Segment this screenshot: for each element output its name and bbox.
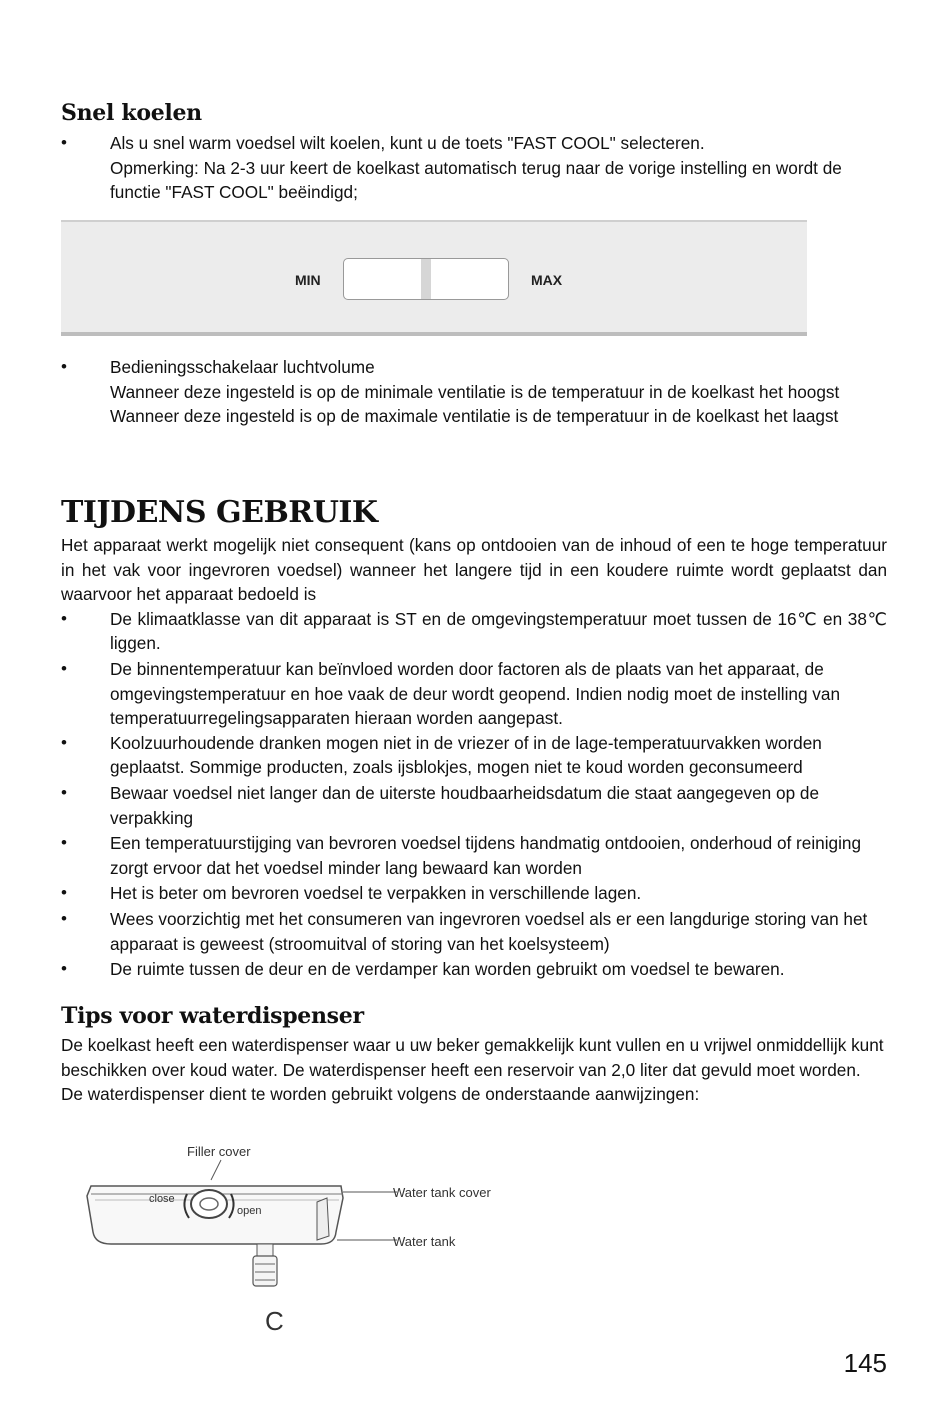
tips-body: De koelkast heeft een waterdispenser waar u uw beker gemakkelijk kunt vullen en u vrijwel onmiddellijk kunt beschikken over koud water. De waterdispenser heeft een reservoir van 2,0 liter dat gevuld moet worden. De waterdispenser dient te worden gebruikt volgens de onderstaande aanwijzingen: (61, 1035, 884, 1105)
air-volume-title: • Bedieningsschakelaar luchtvolume (110, 357, 375, 377)
water-tank-label: Water tank (393, 1234, 456, 1249)
air-volume-max-note: Wanneer deze ingesteld is op de maximale ventilatie is de temperatuur in de koelkast het laagst (110, 406, 839, 427)
bullet-air-volume (61, 355, 887, 429)
water-tank-cover-label: Water tank cover (393, 1185, 491, 1200)
heading-tips-waterdispenser: Tips voor waterdispenser (61, 1003, 364, 1029)
min-label: MIN (295, 272, 321, 288)
bullet-temperature-rise: • Een temperatuurstijging van bevroren voedsel tijdens handmatig ontdooien, onderhoud of reiniging zorgt ervoor dat het voedsel minder lang bewaard kan worden (61, 831, 887, 880)
open-label: open (237, 1205, 262, 1217)
fast-cool-text: • Als u snel warm voedsel wilt koelen, kunt u de toets "FAST COOL" selecteren. (110, 133, 705, 153)
bullet-inner-temperature: • De binnentemperatuur kan beïnvloed worden door factoren als de plaats van het apparaat, de omgevingstemperatuur en hoe vaak de deur wordt geopend. Indien nodig moet de instelling van temperatuurregelingsapparaten hieraan worden aangepast. (61, 657, 887, 731)
valve-body (253, 1256, 277, 1286)
tijdens-gebruik-section (61, 533, 887, 982)
bullet-layers: • Het is beter om bevroren voedsel te verpakken in verschillende lagen. (61, 881, 887, 906)
page-number: 145 (843, 1348, 887, 1378)
filler-cover-leader (211, 1160, 221, 1180)
close-label: close (149, 1193, 175, 1205)
valve-neck (257, 1244, 273, 1256)
fast-cool-note: Opmerking: Na 2-3 uur keert de koelkast automatisch terug naar de vorige instelling en wordt de functie "FAST COOL" beëindigd; (110, 157, 842, 203)
bullet-fast-cool (61, 131, 887, 205)
max-label: MAX (531, 272, 563, 288)
snel-koelen-bullet (61, 131, 887, 205)
heading-tijdens-gebruik: TIJDENS GEBRUIK (61, 495, 378, 530)
bullet-outage: • Wees voorzichtig met het consumeren van ingevroren voedsel als er een langdurige storing van het apparaat is geweest (stroomuitval of storing van het koelsysteem) (61, 907, 887, 956)
slider-knob[interactable] (421, 259, 431, 299)
tijdens-intro: Het apparaat werkt mogelijk niet consequent (kans op ontdooien van de inhoud of een te hoge temperatuur in het vak voor ingevroren voedsel) wanneer het langere tijd in een koudere ruimte wordt geplaatst dan waarvoor het apparaat bedoeld is (61, 535, 887, 605)
tank-side-latch (317, 1198, 329, 1240)
water-tank-diagram (81, 1140, 501, 1340)
air-volume-min-note: Wanneer deze ingesteld is op de minimale ventilatie is de temperatuur in de koelkast het hoogst (110, 381, 840, 402)
air-volume-slider[interactable] (343, 258, 509, 300)
label-c: C (265, 1306, 284, 1336)
bullet-best-before: • Bewaar voedsel niet langer dan de uiterste houdbaarheidsdatum die staat aangegeven op de verpakking (61, 781, 887, 830)
air-volume-control-panel (61, 220, 807, 336)
filler-cover-label: Filler cover (187, 1144, 251, 1159)
bullet-door-space: • De ruimte tussen de deur en de verdamper kan worden gebruikt om voedsel te bewaren. (61, 957, 887, 982)
bullet-carbonated-drinks: • Koolzuurhoudende dranken mogen niet in de vriezer of in de lage-temperatuurvakken worden geplaatst. Sommige producten, zoals ijsblokjes, mogen niet te koud worden geconsumeerd (61, 731, 887, 780)
heading-snel-koelen: Snel koelen (61, 100, 202, 126)
air-volume-section (61, 355, 887, 429)
filler-cover-cap[interactable] (191, 1190, 227, 1218)
bullet-climate-class: • De klimaatklasse van dit apparaat is ST en de omgevingstemperatuur moet tussen de 16℃ en 38℃ liggen. (61, 607, 887, 656)
